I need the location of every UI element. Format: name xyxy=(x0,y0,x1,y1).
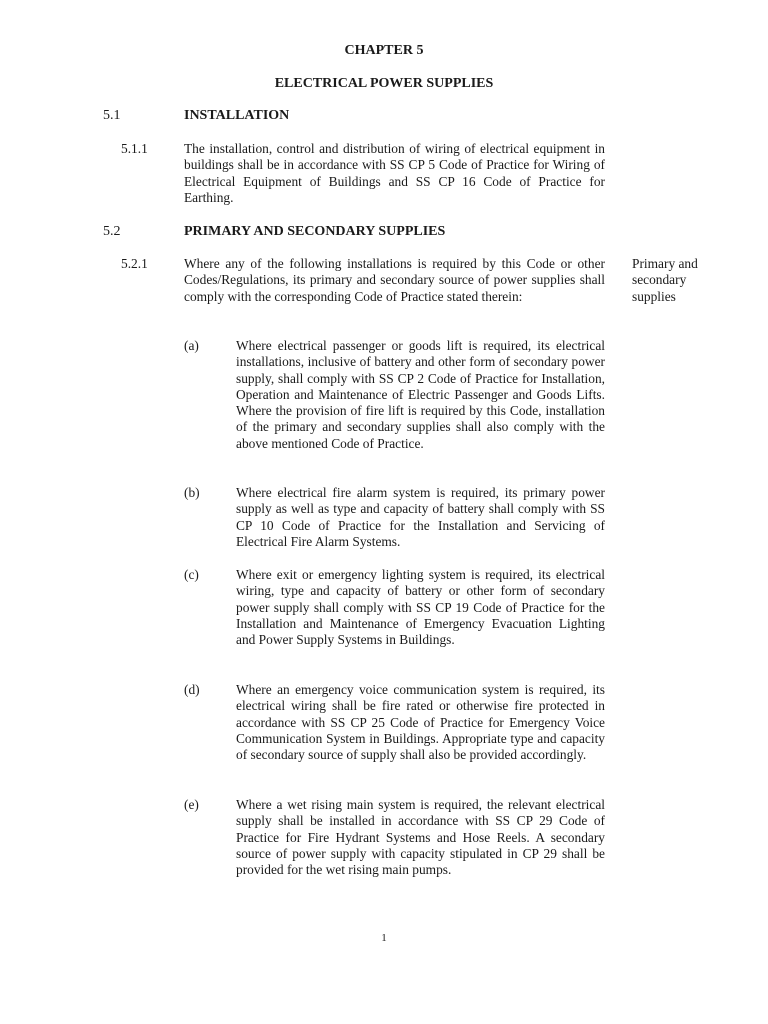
clause-5-1-1-number: 5.1.1 xyxy=(121,141,148,156)
list-item-c-label: (c) xyxy=(184,567,199,582)
list-item-b-label: (b) xyxy=(184,485,200,500)
clause-5-2-1-text: Where any of the following installations is required by this Code or other Codes/Regulations, its primary and secondary source of power supplies shall comply with the corresponding Code of Practice stated therein: xyxy=(184,256,605,304)
margin-note: Primary and secondary supplies xyxy=(632,256,698,304)
section-5-2-title: PRIMARY AND SECONDARY SUPPLIES xyxy=(184,224,446,239)
section-5-2-number: 5.2 xyxy=(103,224,121,239)
list-item-d-text: Where an emergency voice communication system is required, its electrical wiring shall be fire rated or otherwise fire protected in accordance with SS CP 25 Code of Practice for Emergency Voice Communication System in Buildings. Appropriate type and capacity of secondary source of supply shall also be provided accordingly. xyxy=(236,682,605,763)
list-item-e-label: (e) xyxy=(184,797,199,812)
list-item-a-label: (a) xyxy=(184,338,199,353)
section-5-1-title: INSTALLATION xyxy=(184,108,290,123)
page-number: 1 xyxy=(381,932,387,944)
clause-5-2-1-number: 5.2.1 xyxy=(121,256,148,271)
section-5-1-number: 5.1 xyxy=(103,108,121,123)
list-item-e-text: Where a wet rising main system is required, the relevant electrical supply shall be installed in accordance with SS CP 29 Code of Practice for Fire Hydrant Systems and Hose Reels. A secondary source of power supply with capacity stipulated in CP 29 shall be provided for the wet rising main pumps. xyxy=(236,797,605,878)
list-item-d-label: (d) xyxy=(184,682,200,697)
list-item-c-text: Where exit or emergency lighting system is required, its electrical wiring, type and capacity of battery or other form of secondary power supply shall comply with SS CP 19 Code of Practice for the Installation and Maintenance of Emergency Evacuation Lighting and Power Supply Systems in Buildings. xyxy=(236,567,605,648)
clause-5-1-1-text: The installation, control and distribution of wiring of electrical equipment in buildings shall be in accordance with SS CP 5 Code of Practice for Wiring of Electrical Equipment of Buildings and SS CP 16 Code of Practice for Earthing. xyxy=(184,141,605,205)
chapter-title: ELECTRICAL POWER SUPPLIES xyxy=(274,76,494,91)
list-item-b-text: Where electrical fire alarm system is required, its primary power supply as well as type and capacity of battery shall comply with SS CP 10 Code of Practice for the Installation and Servicing of Electrical Fire Alarm Systems. xyxy=(236,485,605,549)
chapter-heading: CHAPTER 5 xyxy=(344,43,424,58)
list-item-a-text: Where electrical passenger or goods lift is required, its electrical installations, inclusive of battery and other form of secondary power supply, shall comply with SS CP 2 Code of Practice for Installation, Operation and Maintenance of Electric Passenger and Goods Lifts. Where the provision of fire lift is required by this Code, installation of the primary and secondary supplies shall also comply with the above mentioned Code of Practice. xyxy=(236,338,605,451)
